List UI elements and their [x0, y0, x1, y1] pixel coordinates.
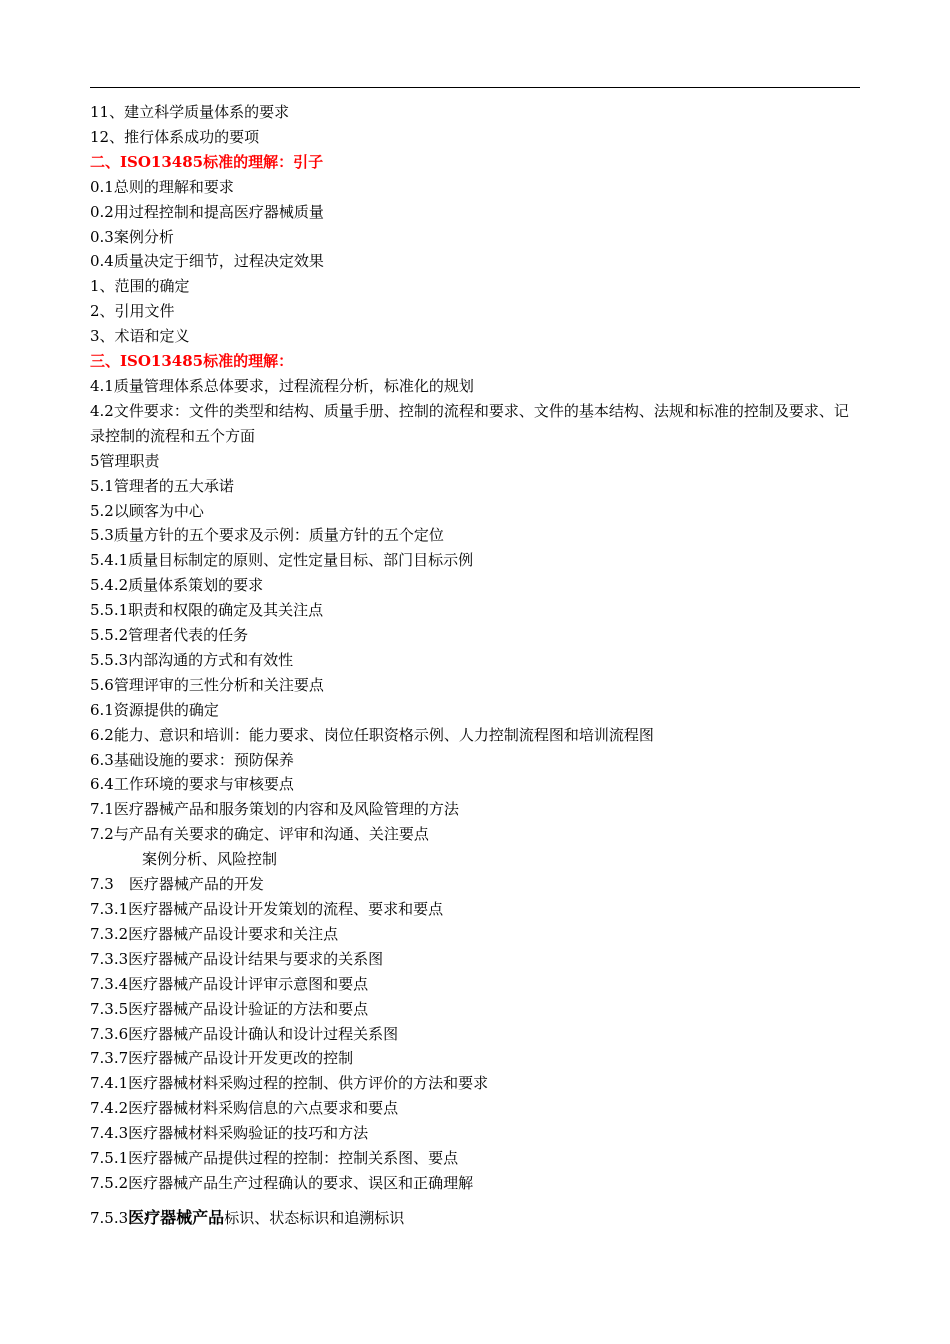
last-line-suffix: 标识、状态标识和追溯标识: [224, 1208, 405, 1227]
outline-line: 6.3基础设施的要求：预防保养: [90, 750, 294, 769]
outline-line: 7.5.2医疗器械产品生产过程确认的要求、误区和正确理解: [90, 1173, 474, 1192]
outline-line: 5.2以顾客为中心: [90, 501, 204, 520]
outline-line: 0.4质量决定于细节，过程决定效果: [90, 252, 324, 271]
outline-line-indented: 案例分析、风险控制: [142, 850, 278, 869]
outline-line: 7.4.3医疗器械材料采购验证的技巧和方法: [90, 1124, 369, 1143]
outline-line: 11、建立科学质量体系的要求: [90, 103, 290, 121]
last-line-emphasis: 医疗器械产品: [128, 1207, 225, 1227]
paragraph-gap: [90, 1196, 862, 1206]
outline-line: 4.2文件要求：文件的类型和结构、质量手册、控制的流程和要求、文件的基本结构、法规和标准的控制及要求、记录控制的流程和五个方面: [90, 401, 849, 445]
outline-line: 0.1总则的理解和要求: [90, 177, 234, 196]
document-body: [90, 100, 862, 1231]
header-rule: [90, 87, 860, 88]
outline-line: 7.4.2医疗器械材料采购信息的六点要求和要点: [90, 1099, 399, 1118]
outline-line: 4.1质量管理体系总体要求，过程流程分析，标准化的规划: [90, 376, 474, 395]
outline-line: 12、推行体系成功的要项: [90, 127, 260, 146]
section-heading: 三、ISO13485标准的理解：: [90, 352, 294, 371]
outline-line: 2、引用文件: [90, 302, 175, 321]
outline-line: 7.1医疗器械产品和服务策划的内容和及风险管理的方法: [90, 800, 459, 819]
outline-line: 3、术语和定义: [90, 327, 190, 346]
outline-line: 0.3案例分析: [90, 227, 174, 246]
outline-line: 5.6管理评审的三性分析和关注要点: [90, 675, 324, 694]
outline-line: 0.2用过程控制和提高医疗器械质量: [90, 202, 324, 221]
outline-line: 5.5.2管理者代表的任务: [90, 626, 249, 645]
outline-line: 5管理职责: [90, 451, 160, 470]
outline-line: 7.2与产品有关要求的确定、评审和沟通、关注要点: [90, 825, 429, 844]
outline-line: 7.3.2医疗器械产品设计要求和关注点: [90, 924, 339, 943]
outline-line: 5.5.1职责和权限的确定及其关注点: [90, 601, 324, 620]
outline-line: 7.3.3医疗器械产品设计结果与要求的关系图: [90, 949, 384, 968]
outline-line: 6.4工作环境的要求与审核要点: [90, 775, 294, 794]
outline-line: 7.3.7医疗器械产品设计开发更改的控制: [90, 1049, 354, 1068]
outline-line: 7.3 医疗器械产品的开发: [90, 875, 264, 894]
outline-line: 7.3.4医疗器械产品设计评审示意图和要点: [90, 974, 369, 993]
outline-line-last: [90, 1206, 862, 1231]
last-line-prefix: 7.5.3: [90, 1208, 129, 1227]
outline-line: 6.1资源提供的确定: [90, 700, 219, 719]
outline-line: 5.4.1质量目标制定的原则、定性定量目标、部门目标示例: [90, 551, 474, 570]
outline-line: 6.2能力、意识和培训：能力要求、岗位任职资格示例、人力控制流程图和培训流程图: [90, 725, 654, 744]
section-heading: 二、ISO13485标准的理解：引子: [90, 152, 324, 171]
outline-line: 7.3.5医疗器械产品设计验证的方法和要点: [90, 999, 369, 1018]
outline-line: 5.3质量方针的五个要求及示例：质量方针的五个定位: [90, 526, 444, 545]
outline-line: 5.5.3内部沟通的方式和有效性: [90, 650, 294, 669]
outline-line: 7.3.6医疗器械产品设计确认和设计过程关系图: [90, 1024, 399, 1043]
outline-line: 5.1管理者的五大承诺: [90, 476, 234, 495]
outline-line: 7.4.1医疗器械材料采购过程的控制、供方评价的方法和要求: [90, 1074, 489, 1093]
outline-line: 7.3.1医疗器械产品设计开发策划的流程、要求和要点: [90, 900, 444, 918]
outline-line: 1、范围的确定: [90, 277, 190, 296]
outline-line: 5.4.2质量体系策划的要求: [90, 576, 264, 595]
outline-line: 7.5.1医疗器械产品提供过程的控制：控制关系图、要点: [90, 1149, 459, 1168]
